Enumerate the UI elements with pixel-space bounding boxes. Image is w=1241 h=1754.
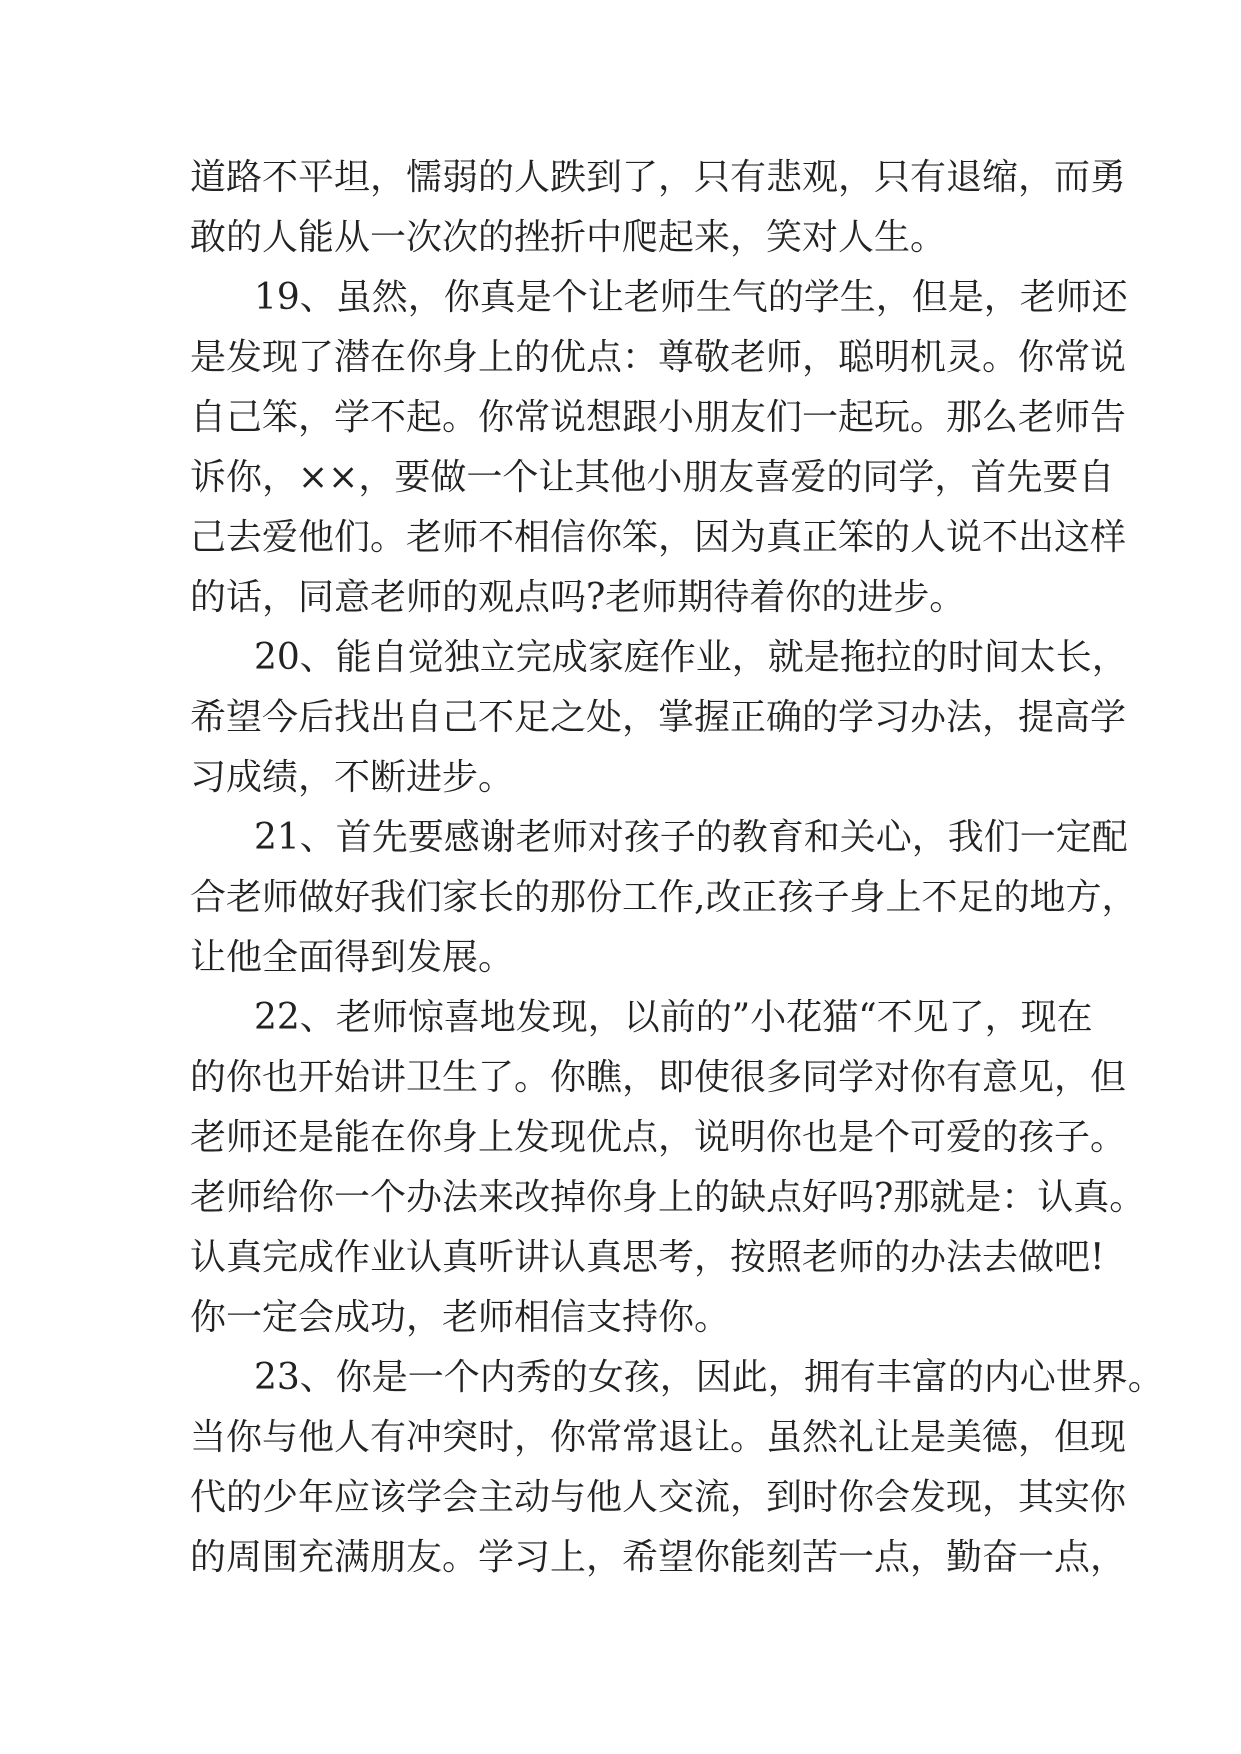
text-line: 老师给你一个办法来改掉你身上的缺点好吗?那就是：认真。 [190,1177,1146,1218]
text-line: 你一定会成功，老师相信支持你。 [190,1297,731,1338]
text-line: 的话，同意老师的观点吗?老师期待着你的进步。 [190,577,966,618]
text-line: 让他全面得到发展。 [190,937,515,978]
text-line: 是发现了潜在你身上的优点：尊敬老师，聪明机灵。你常说 [190,337,1127,378]
text-line: 认真完成作业认真听讲认真思考，按照老师的办法去做吧! [190,1237,1105,1278]
paragraph-23-first-line: 23、你是一个内秀的女孩，因此，拥有丰富的内心世界。 [254,1357,1164,1398]
text-line: 的你也开始讲卫生了。你瞧，即使很多同学对你有意见，但 [190,1057,1127,1098]
paragraph-21-first-line: 21、首先要感谢老师对孩子的教育和关心，我们一定配 [254,817,1128,858]
text-line: 习成绩，不断进步。 [190,757,515,798]
text-line: 诉你，××，要做一个让其他小朋友喜爱的同学，首先要自 [190,457,1115,498]
text-line: 代的少年应该学会主动与他人交流，到时你会发现，其实你 [190,1477,1127,1518]
paragraph-22-first-line: 22、老师惊喜地发现，以前的”小花猫“不见了，现在 [254,997,1093,1038]
paragraph-19-first-line: 19、虽然，你真是个让老师生气的学生，但是，老师还 [254,277,1128,318]
text-line: 希望今后找出自己不足之处，掌握正确的学习办法，提高学 [190,697,1127,738]
body-text [190,148,1164,1588]
text-line: 老师还是能在你身上发现优点，说明你也是个可爱的孩子。 [190,1117,1127,1158]
text-line: 合老师做好我们家长的那份工作,改正孩子身上不足的地方， [190,877,1138,918]
text-line: 的周围充满朋友。学习上，希望你能刻苦一点，勤奋一点， [190,1537,1127,1578]
text-line: 己去爱他们。老师不相信你笨，因为真正笨的人说不出这样 [190,517,1127,558]
text-line: 自己笨，学不起。你常说想跟小朋友们一起玩。那么老师告 [190,397,1127,438]
text-line: 当你与他人有冲突时，你常常退让。虽然礼让是美德，但现 [190,1417,1127,1458]
text-line: 道路不平坦，懦弱的人跌到了，只有悲观，只有退缩，而勇 [190,157,1127,198]
text-line: 敢的人能从一次次的挫折中爬起来，笑对人生。 [190,217,947,258]
paragraph-20-first-line: 20、能自觉独立完成家庭作业，就是拖拉的时间太长， [254,637,1128,678]
